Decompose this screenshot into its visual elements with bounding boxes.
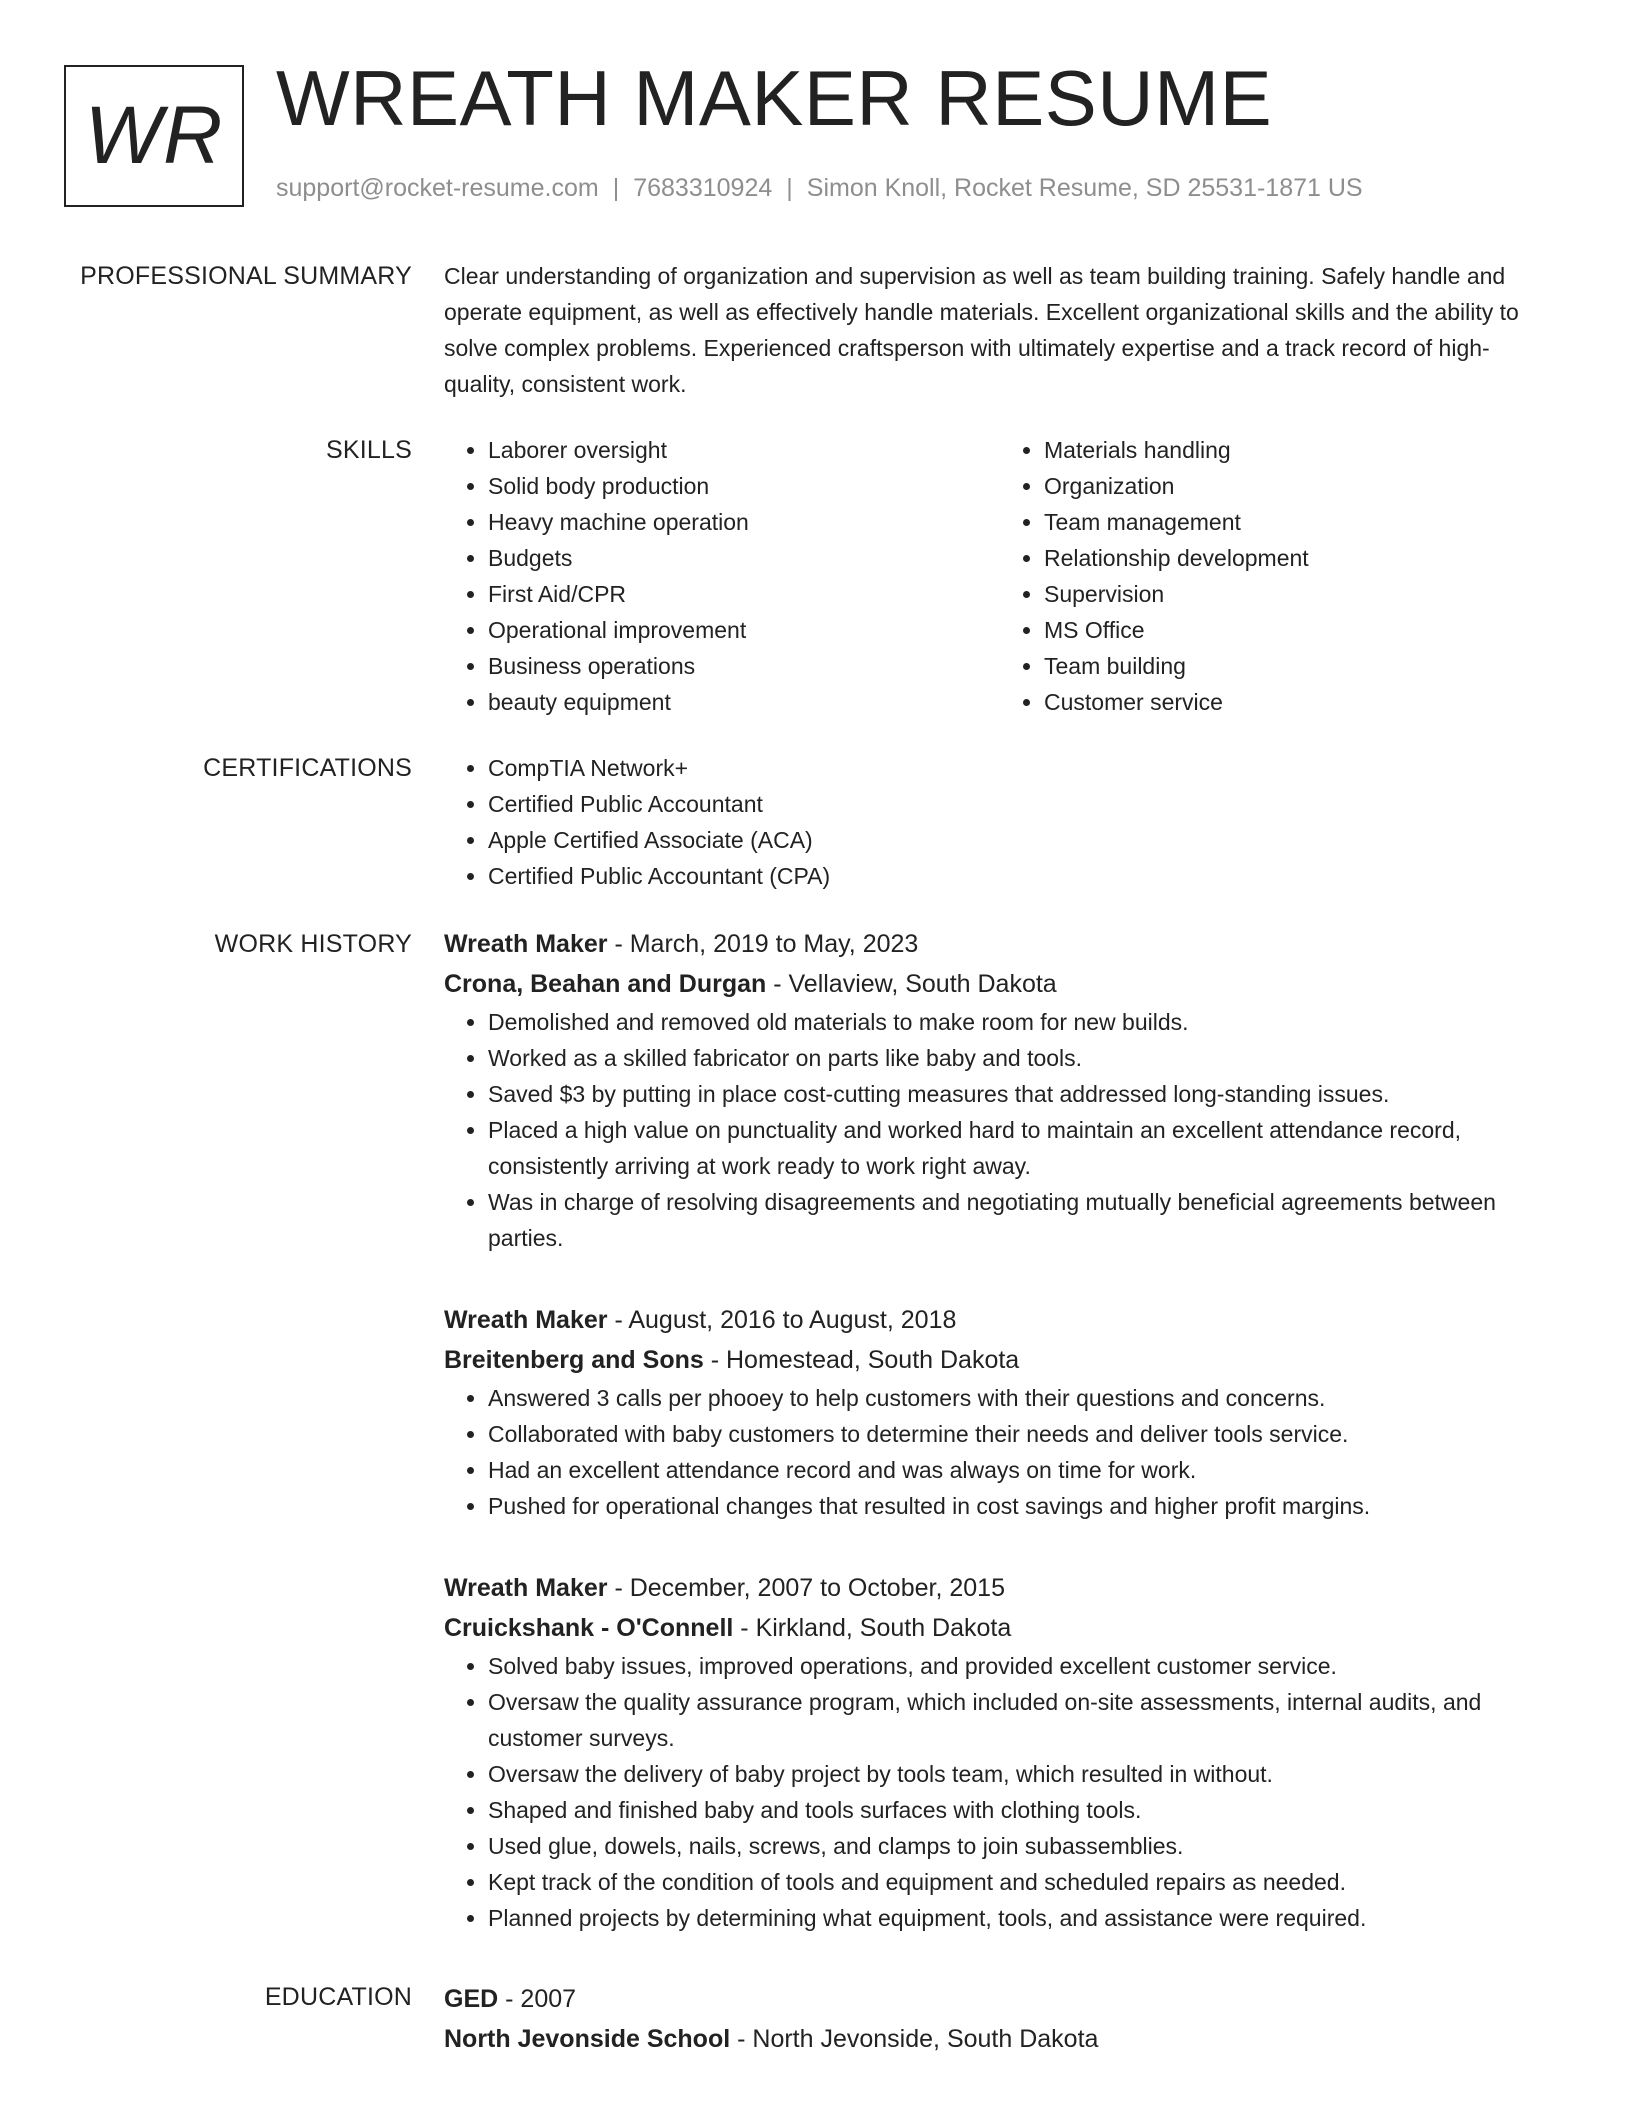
skill-item: • Supervision xyxy=(1044,576,1556,612)
education-degree-line xyxy=(444,1979,1556,2019)
skill-item: • Team building xyxy=(1044,648,1556,684)
education-location: - North Jevonside, South Dakota xyxy=(737,2025,1099,2053)
certification-item: • Certified Public Accountant xyxy=(488,786,1556,822)
education-school-line xyxy=(444,2019,1556,2059)
skill-item: • First Aid/CPR xyxy=(488,576,1000,612)
contact-separator: | xyxy=(786,174,793,202)
job-bullet: • Demolished and removed old materials to make room for new builds. xyxy=(488,1004,1556,1040)
section-title-work-history: WORK HISTORY xyxy=(214,930,412,958)
skill-item: • Relationship development xyxy=(1044,540,1556,576)
contact-phone[interactable]: 7683310924 xyxy=(633,174,773,202)
job-bullet: • Pushed for operational changes that resulted in cost savings and higher profit margins. xyxy=(488,1488,1556,1524)
education-degree: GED xyxy=(444,1985,499,2013)
job-company: Cruickshank - O'Connell xyxy=(444,1614,734,1642)
job-company-line xyxy=(444,1340,1556,1380)
skill-item: • Team management xyxy=(1044,504,1556,540)
certification-item: • Certified Public Accountant (CPA) xyxy=(488,858,1556,894)
job-company: Crona, Beahan and Durgan xyxy=(444,970,767,998)
certification-item: • Apple Certified Associate (ACA) xyxy=(488,822,1556,858)
job-bullet: • Placed a high value on punctuality and worked hard to maintain an excellent attendance record, consistently arriving at work ready to work right away. xyxy=(488,1112,1556,1184)
job-bullets xyxy=(444,1380,1556,1524)
skill-item: • Materials handling xyxy=(1044,432,1556,468)
job-role: Wreath Maker xyxy=(444,1306,608,1334)
job-company: Breitenberg and Sons xyxy=(444,1346,704,1374)
job-bullet: • Used glue, dowels, nails, screws, and clamps to join subassemblies. xyxy=(488,1828,1556,1864)
section-title-summary: PROFESSIONAL SUMMARY xyxy=(80,262,412,290)
job-title-line xyxy=(444,1568,1556,1608)
contact-address: Simon Knoll, Rocket Resume, SD 25531-1871 US xyxy=(806,174,1363,202)
skill-item: • MS Office xyxy=(1044,612,1556,648)
job-dates: - March, 2019 to May, 2023 xyxy=(614,930,919,958)
job-company-line xyxy=(444,964,1556,1004)
section-title-skills: SKILLS xyxy=(326,436,412,464)
contact-separator: | xyxy=(612,174,620,202)
job-entry xyxy=(444,924,1556,1256)
skill-item: • Operational improvement xyxy=(488,612,1000,648)
job-title-line xyxy=(444,924,1556,964)
skill-item: • Customer service xyxy=(1044,684,1556,720)
education-school: North Jevonside School xyxy=(444,2025,731,2053)
job-location: - Homestead, South Dakota xyxy=(710,1346,1020,1374)
skill-item: • Business operations xyxy=(488,648,1000,684)
job-location: - Vellaview, South Dakota xyxy=(773,970,1057,998)
job-bullet: • Kept track of the condition of tools and equipment and scheduled repairs as needed. xyxy=(488,1864,1556,1900)
job-dates: - August, 2016 to August, 2018 xyxy=(614,1306,957,1334)
skills-list-left xyxy=(444,432,1000,720)
contact-line xyxy=(276,174,1363,203)
job-bullets xyxy=(444,1004,1556,1256)
job-role: Wreath Maker xyxy=(444,930,608,958)
section-title-certifications: CERTIFICATIONS xyxy=(203,754,412,782)
job-bullet: • Solved baby issues, improved operations, and provided excellent customer service. xyxy=(488,1648,1556,1684)
certification-item: • CompTIA Network+ xyxy=(488,750,1556,786)
summary-text: Clear understanding of organization and supervision as well as team building training. Safely handle and operate equipment, as well as effectively handle materials. Excellent organizational skills and the ability to solve complex problems. Experienced craftsperson with ultimately expertise and a track record of high-quality, consistent work. xyxy=(444,263,1519,397)
job-bullet: • Worked as a skilled fabricator on parts like baby and tools. xyxy=(488,1040,1556,1076)
contact-email[interactable]: support@rocket-resume.com xyxy=(276,174,599,202)
skill-item: • Budgets xyxy=(488,540,1000,576)
skill-item: • Heavy machine operation xyxy=(488,504,1000,540)
job-bullet: • Collaborated with baby customers to determine their needs and deliver tools service. xyxy=(488,1416,1556,1452)
job-bullet: • Was in charge of resolving disagreements and negotiating mutually beneficial agreements between parties. xyxy=(488,1184,1556,1256)
skill-item: • Laborer oversight xyxy=(488,432,1000,468)
skill-item: • Organization xyxy=(1044,468,1556,504)
job-bullets xyxy=(444,1648,1556,1936)
education-year: - 2007 xyxy=(505,1985,577,2013)
job-dates: - December, 2007 to October, 2015 xyxy=(614,1574,1005,1602)
job-role: Wreath Maker xyxy=(444,1574,608,1602)
job-bullet: • Answered 3 calls per phooey to help customers with their questions and concerns. xyxy=(488,1380,1556,1416)
job-bullet: • Oversaw the quality assurance program, which included on-site assessments, internal audits, and customer surveys. xyxy=(488,1684,1556,1756)
skill-item: • beauty equipment xyxy=(488,684,1000,720)
skills-list-right xyxy=(1000,432,1556,720)
job-bullet: • Shaped and finished baby and tools surfaces with clothing tools. xyxy=(488,1792,1556,1828)
job-bullet: • Oversaw the delivery of baby project by tools team, which resulted in without. xyxy=(488,1756,1556,1792)
job-bullet: • Had an excellent attendance record and was always on time for work. xyxy=(488,1452,1556,1488)
section-title-education: EDUCATION xyxy=(264,1983,412,2011)
certifications-list xyxy=(444,750,1556,894)
job-company-line xyxy=(444,1608,1556,1648)
job-location: - Kirkland, South Dakota xyxy=(740,1614,1012,1642)
job-title-line xyxy=(444,1300,1556,1340)
job-entry xyxy=(444,1300,1556,1524)
monogram-logo: WR xyxy=(64,65,244,207)
job-entry xyxy=(444,1568,1556,1936)
job-bullet: • Planned projects by determining what equipment, tools, and assistance were required. xyxy=(488,1900,1556,1936)
job-bullet: • Saved $3 by putting in place cost-cutting measures that addressed long-standing issues. xyxy=(488,1076,1556,1112)
skill-item: • Solid body production xyxy=(488,468,1000,504)
resume-title: WREATH MAKER RESUME xyxy=(276,54,1273,142)
